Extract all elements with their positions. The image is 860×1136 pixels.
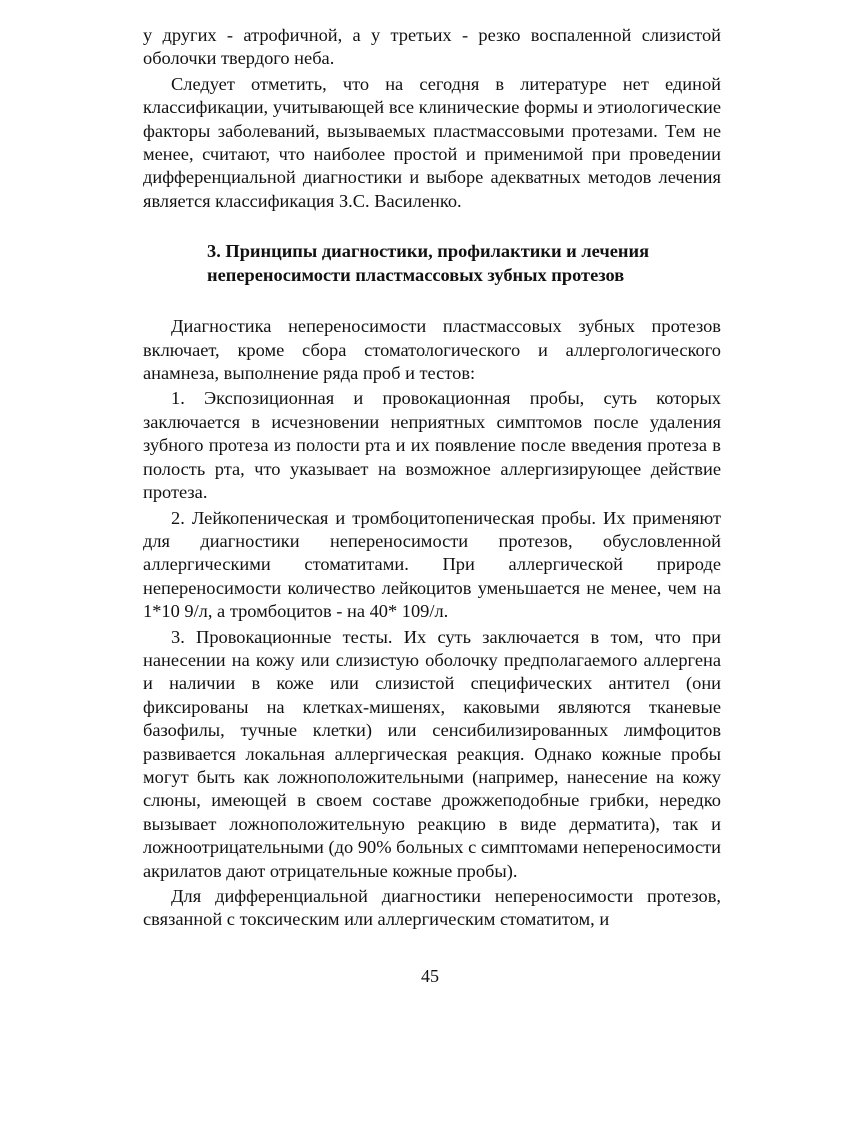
page-content	[143, 24, 721, 932]
paragraph-classification: Следует отметить, что на сегодня в литературе нет единой классификации, учитывающей все клинические формы и этиологические факторы заболеваний, вызываемых пластмассовыми протезами. Тем не менее, считают, что наиболее простой и применимой при проведении дифференциальной диагностики и выборе адекватных методов лечения является классификация З.С. Василенко.	[143, 73, 721, 211]
paragraph-item-2: 2. Лейкопеническая и тромбоцитопеническая пробы. Их применяют для диагностики непереносимости протезов, обусловленной аллергическими стоматитами. При аллергической природе непереносимости количество лейкоцитов уменьшается не менее, чем на 1*10 9/л, а тромбоцитов - на 40* 109/л.	[143, 507, 721, 622]
paragraph-item-3: 3. Провокационные тесты. Их суть заключается в том, что при нанесении на кожу или слизистую оболочку предполагаемого аллергена и наличии в коже или слизистой специфических антител (они фиксированы на клетках-мишенях, каковыми являются тканевые базофилы, тучные клетки) или сенсибилизированных лимфоцитов развивается локальная аллергическая реакция. Однако кожные пробы могут быть как ложноположительными (например, нанесение на кожу слюны, имеющей в своем составе дрожжеподобные грибки, нередко вызывает ложноположительную реакцию в виде дерматита), так и ложноотрицательными (до 90% больных с симптомами непереносимости акрилатов дают отрицательные кожные пробы).	[143, 626, 721, 881]
page-number: 45	[421, 966, 439, 986]
paragraph-diagnostics-intro: Диагностика непереносимости пластмассовых зубных протезов включает, кроме сбора стоматологического и аллергологического анамнеза, выполнение ряда проб и тестов:	[143, 316, 721, 384]
paragraph-continuation: у других - атрофичной, а у третьих - резко воспаленной слизистой оболочки твердого неба.	[143, 25, 721, 69]
paragraph-differential: Для дифференциальной диагностики непереносимости протезов, связанной с токсическим или аллергическим стоматитом, и	[143, 886, 721, 930]
section-heading-line-2: непереносимости пластмассовых зубных протезов	[207, 265, 625, 286]
paragraph-item-1: 1. Экспозиционная и провокационная пробы, суть которых заключается в исчезновении неприятных симптомов после удаления зубного протеза из полости рта и их появление после введения протеза в полость рта, что указывает на возможное аллергизирующее действие протеза.	[143, 388, 721, 503]
section-heading-line-1: 3. Принципы диагностики, профилактики и лечения	[207, 241, 650, 262]
section-heading	[143, 239, 721, 287]
